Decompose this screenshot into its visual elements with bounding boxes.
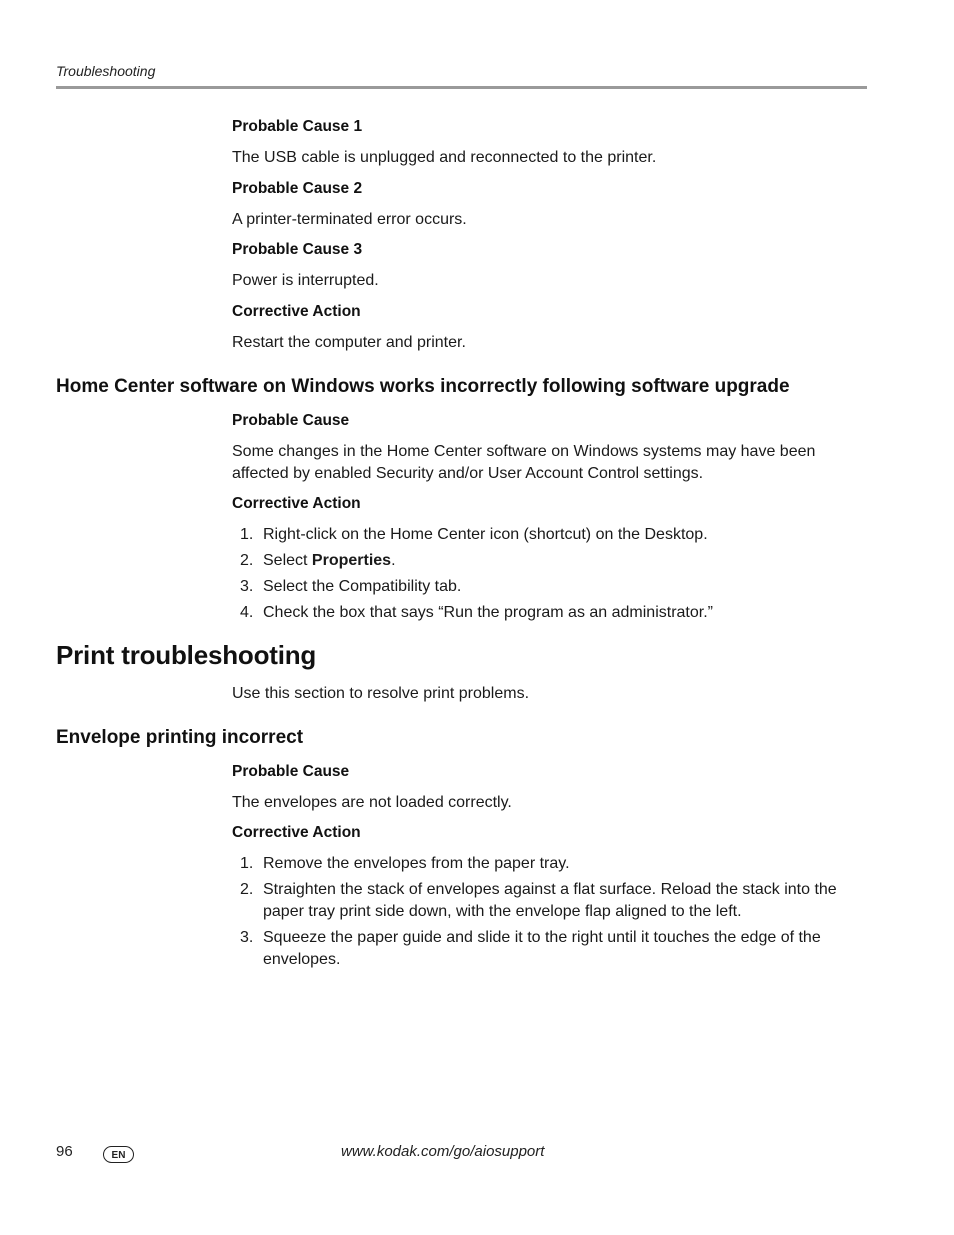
print-section-intro: Use this section to resolve print problems. bbox=[232, 685, 530, 702]
probable-cause-1-label: Probable Cause 1 bbox=[232, 118, 363, 135]
list-item: 1. Right-click on the Home Center icon (shortcut) on the Desktop. bbox=[240, 526, 708, 543]
envelope-steps bbox=[232, 853, 867, 971]
page-number: 96 bbox=[56, 1143, 73, 1160]
language-badge: EN bbox=[103, 1146, 134, 1163]
list-item: 1. Remove the envelopes from the paper tray. bbox=[240, 855, 570, 872]
list-item: 2. Straighten the stack of envelopes against a flat surface. Reload the stack into the paper tray print side down, with the envelope flap aligned to the left. bbox=[240, 881, 837, 920]
list-item: 3. Select the Compatibility tab. bbox=[240, 578, 462, 595]
probable-cause-2-label: Probable Cause 2 bbox=[232, 180, 363, 197]
list-item: 2. Select Properties. bbox=[240, 552, 396, 569]
probable-cause-1-text: The USB cable is unplugged and reconnected to the printer. bbox=[232, 149, 657, 166]
envelope-heading: Envelope printing incorrect bbox=[56, 727, 304, 748]
corrective-action-text: Restart the computer and printer. bbox=[232, 334, 466, 351]
print-troubleshooting-title: Print troubleshooting bbox=[56, 640, 317, 670]
envelope-action-label: Corrective Action bbox=[232, 824, 361, 841]
header-rule bbox=[56, 86, 867, 89]
home-center-action-label: Corrective Action bbox=[232, 495, 361, 512]
envelope-cause-label: Probable Cause bbox=[232, 763, 350, 780]
home-center-cause-label: Probable Cause bbox=[232, 412, 350, 429]
support-url: www.kodak.com/go/aiosupport bbox=[341, 1143, 545, 1160]
home-center-steps bbox=[232, 524, 867, 624]
list-item: 3. Squeeze the paper guide and slide it to the right until it touches the edge of the envelopes. bbox=[240, 929, 821, 968]
list-item: 4. Check the box that says “Run the program as an administrator.” bbox=[240, 604, 713, 621]
running-header: Troubleshooting bbox=[56, 63, 156, 79]
probable-cause-3-text: Power is interrupted. bbox=[232, 272, 379, 289]
probable-cause-2-text: A printer-terminated error occurs. bbox=[232, 211, 467, 228]
properties-term: Properties bbox=[311, 552, 392, 569]
home-center-heading: Home Center software on Windows works incorrectly following software upgrade bbox=[56, 376, 790, 397]
envelope-cause-text: The envelopes are not loaded correctly. bbox=[232, 794, 512, 811]
probable-cause-3-label: Probable Cause 3 bbox=[232, 241, 363, 258]
home-center-cause-text: Some changes in the Home Center software on Windows systems may have been affected by enabled Security and/or User Account Control settings. bbox=[232, 443, 816, 482]
corrective-action-label: Corrective Action bbox=[232, 303, 361, 320]
